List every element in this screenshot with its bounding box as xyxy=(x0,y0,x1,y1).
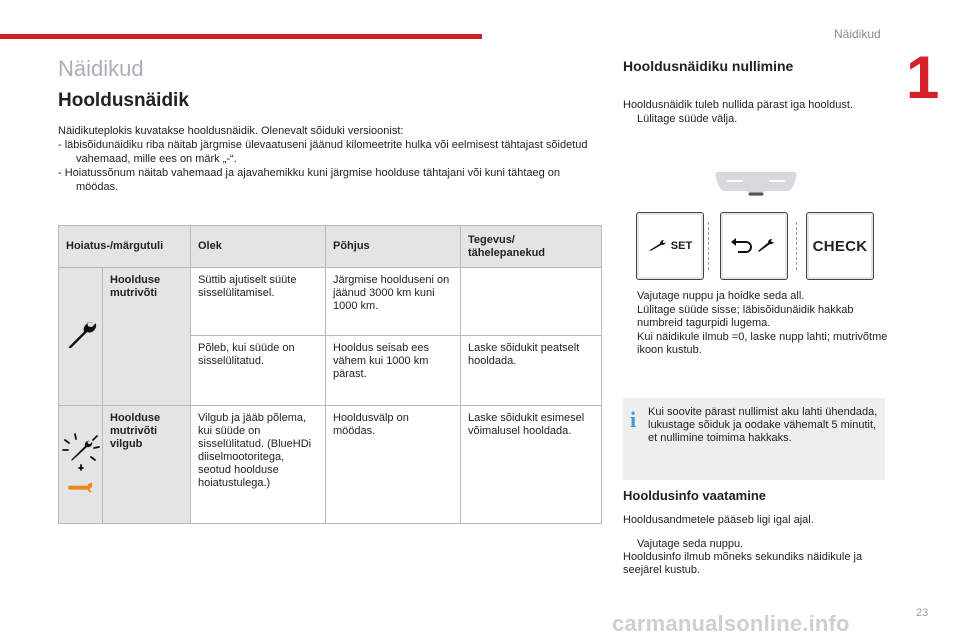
state-cell: Vilgub ja jääb põlema, kui süüde on sisselülitatud. (BlueHDi diiselmootoritega, seotud hoolduse hoiatustulega.) xyxy=(191,406,326,524)
flashing-wrench-icon xyxy=(61,432,101,472)
warning-name: Hoolduse mutrivõti vilgub xyxy=(103,406,191,524)
cause-cell: Hooldus seisab ees vähem kui 1000 km pärast. xyxy=(326,336,461,406)
intro-item-1: - läbisõidunäidiku riba näitab järgmise ülevaatuseni jäänud kilomeetrite hulka või eelmisest tähtajast sõidetud vahemaad, mille ees on märk „-“. xyxy=(58,139,588,165)
cause-cell: Järgmise hoolduseni on jäänud 3000 km kuni 1000 km. xyxy=(326,268,461,336)
info-note xyxy=(623,398,885,480)
service-info-text: Hooldusandmetele pääseb ligi igal ajal. xyxy=(623,514,814,526)
reset-heading: Hooldusnäidiku nullimine xyxy=(623,58,794,74)
info-icon: i xyxy=(630,407,637,432)
maintenance-table xyxy=(58,225,602,524)
service-info-heading: Hooldusinfo vaatamine xyxy=(623,488,767,503)
wrench-icon xyxy=(648,239,668,253)
service-info-result: Hooldusinfo ilmub mõneks sekundiks näidikule ja seejärel kustub. xyxy=(623,551,863,576)
note-text: Kui soovite pärast nullimist aku lahti ühendada, lukustage sõiduk ja oodake vähemalt 5 minutit, et nullimine toimima hakkaks. xyxy=(648,406,878,444)
instrument-cluster-icon xyxy=(714,170,798,200)
col-header-cause: Põhjus xyxy=(326,226,461,268)
state-cell: Süttib ajutiselt süüte sisselülitamisel. xyxy=(191,268,326,336)
col-header-state: Olek xyxy=(191,226,326,268)
reset-steps xyxy=(623,290,893,358)
wrench-icon xyxy=(64,318,98,352)
warning-name: Hoolduse mutrivõti xyxy=(103,268,191,406)
action-cell: Laske sõidukit peatselt hooldada. xyxy=(461,336,602,406)
service-info-steps xyxy=(623,538,893,577)
reset-intro xyxy=(623,98,913,126)
cause-cell: Hooldusvälp on möödas. xyxy=(326,406,461,524)
watermark: carmanualsonline.info xyxy=(612,611,850,636)
intro-line: Näidikuteplokis kuvatakse hooldusnäidik. Olenevalt sõiduki versioonist: xyxy=(58,125,404,137)
state-cell: Põleb, kui süüde on sisselülitatud. xyxy=(191,336,326,406)
page-heading: Hooldusnäidik xyxy=(58,90,189,111)
section-title: Näidikud xyxy=(58,56,144,81)
page-number: 23 xyxy=(916,607,929,619)
chapter-number: 1 xyxy=(906,44,940,111)
table-header-row xyxy=(59,226,602,268)
header-accent-bar xyxy=(0,34,482,39)
reset-step-ignition-off: Lülitage süüde välja. xyxy=(637,113,738,125)
return-wrench-icon xyxy=(730,236,778,256)
reset-para: Hooldusnäidik tuleb nullida pärast iga hooldust. xyxy=(623,99,853,111)
wrench-icon-cell xyxy=(59,268,103,406)
check-label: CHECK xyxy=(812,237,868,255)
orange-wrench-icon xyxy=(65,478,97,498)
action-cell: Laske sõidukit esimesel võimalusel hooldada. xyxy=(461,406,602,524)
table-row xyxy=(59,406,602,524)
divider xyxy=(796,222,798,270)
col-header-action: Tegevus/ tähelepanekud xyxy=(461,226,602,268)
divider xyxy=(708,222,710,270)
list-item: Vajutage seda nuppu. xyxy=(637,538,744,550)
intro-item-2: - Hoiatussõnum näitab vahemaad ja ajavahemikku kuni järgmise hoolduse tähtajani või kuni tähtaeg on möödas. xyxy=(58,167,561,193)
list-item: Kui näidikule ilmub =0, laske nupp lahti; mutrivõtme ikoon kustub. xyxy=(637,331,888,356)
intro-text xyxy=(58,124,598,194)
col-header-warning: Hoiatus-/märgutuli xyxy=(59,226,191,268)
check-button[interactable] xyxy=(806,212,874,280)
table-row xyxy=(59,268,602,336)
chapter-title: Näidikud xyxy=(834,27,881,41)
cluster-buttons xyxy=(636,212,876,282)
set-label: SET xyxy=(670,240,693,252)
action-cell xyxy=(461,268,602,336)
set-button[interactable] xyxy=(636,212,704,280)
list-item: Lülitage süüde sisse; läbisõidunäidik hakkab numbreid tagurpidi lugema. xyxy=(637,304,854,329)
reset-trip-button[interactable] xyxy=(720,212,788,280)
list-item: Vajutage nuppu ja hoidke seda all. xyxy=(637,290,805,302)
flashing-wrench-icon-cell xyxy=(59,406,103,524)
